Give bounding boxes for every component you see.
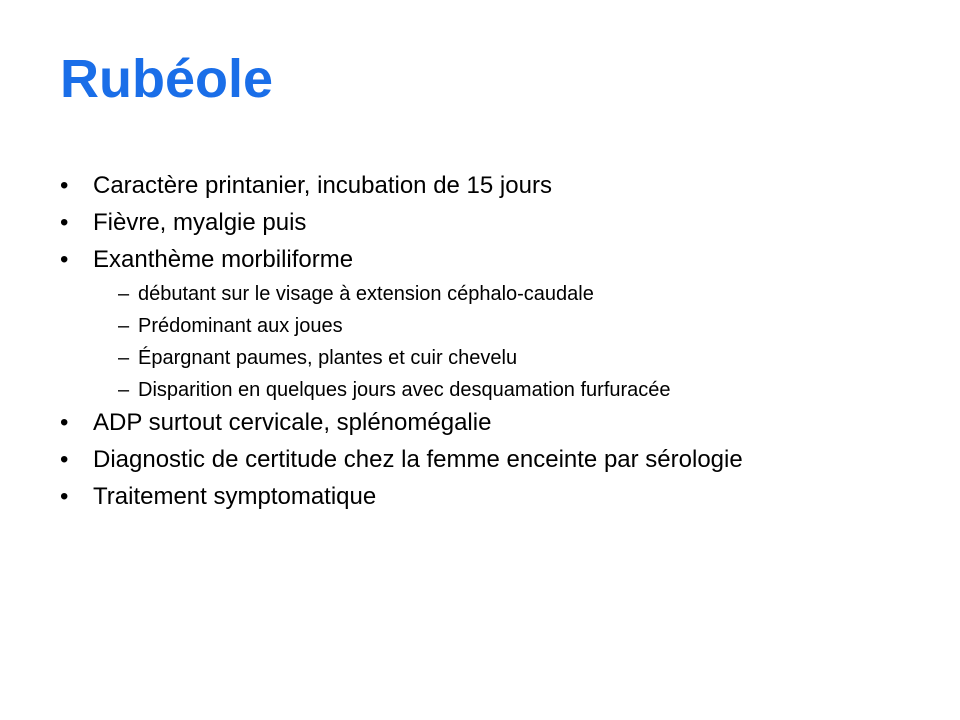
sub-bullet-text: Épargnant paumes, plantes et cuir chevelu bbox=[138, 347, 518, 369]
slide-title: Rubéole bbox=[60, 49, 274, 109]
sub-bullet-item bbox=[60, 379, 920, 401]
sub-bullet-text: Prédominant aux joues bbox=[138, 315, 343, 337]
sub-bullet-dash: – bbox=[118, 379, 130, 401]
sub-bullet-dash: – bbox=[118, 347, 130, 369]
sub-bullet-list bbox=[60, 283, 920, 401]
bullet-item bbox=[60, 172, 920, 199]
bullet-dot: • bbox=[60, 209, 69, 236]
bullet-dot: • bbox=[60, 446, 69, 473]
bullet-text: Caractère printanier, incubation de 15 jours bbox=[93, 172, 552, 199]
sub-bullet-text: Disparition en quelques jours avec desquamation furfuracée bbox=[138, 379, 671, 401]
sub-bullet-dash: – bbox=[118, 283, 130, 305]
bullet-dot: • bbox=[60, 483, 69, 510]
bullet-dot: • bbox=[60, 409, 69, 436]
bullet-list bbox=[60, 172, 920, 520]
bullet-item bbox=[60, 409, 920, 436]
bullet-item bbox=[60, 246, 920, 273]
sub-bullet-item bbox=[60, 347, 920, 369]
sub-bullet-dash: – bbox=[118, 315, 130, 337]
bullet-text: Diagnostic de certitude chez la femme enceinte par sérologie bbox=[93, 446, 743, 473]
bullet-text: Traitement symptomatique bbox=[93, 483, 377, 510]
bullet-text: Exanthème morbiliforme bbox=[93, 246, 354, 273]
bullet-text: ADP surtout cervicale, splénomégalie bbox=[93, 409, 492, 436]
bullet-dot: • bbox=[60, 246, 69, 273]
bullet-item bbox=[60, 209, 920, 236]
bullet-item bbox=[60, 483, 920, 510]
sub-bullet-text: débutant sur le visage à extension céphalo-caudale bbox=[138, 283, 594, 305]
sub-bullet-item bbox=[60, 315, 920, 337]
bullet-item bbox=[60, 446, 920, 473]
bullet-dot: • bbox=[60, 172, 69, 199]
bullet-text: Fièvre, myalgie puis bbox=[93, 209, 307, 236]
sub-bullet-item bbox=[60, 283, 920, 305]
